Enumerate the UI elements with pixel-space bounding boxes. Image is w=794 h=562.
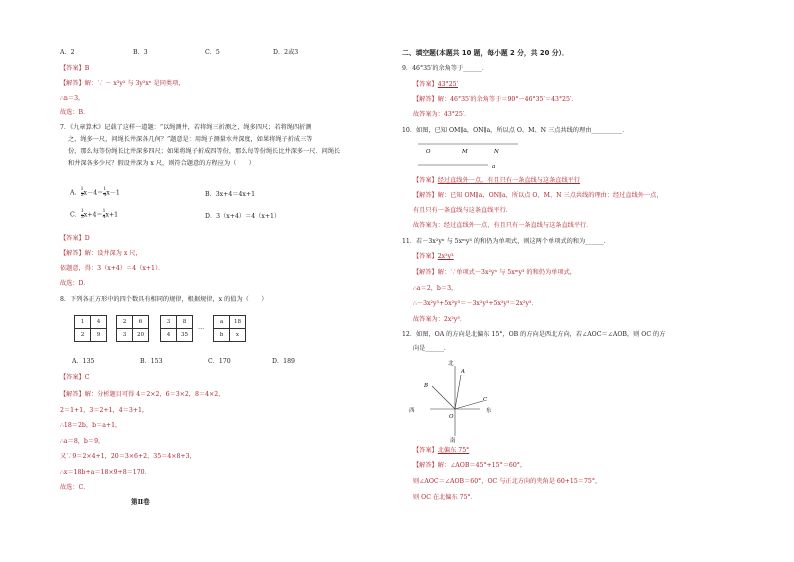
q8-answer: 【答案】C xyxy=(60,374,90,381)
option-label: C． xyxy=(70,211,81,219)
q6-option-b: B．3 xyxy=(133,49,148,56)
q6-option-c: C．5 xyxy=(205,49,220,56)
q11-stem: 11．若－3x²yⁿ 与 5xᵐy³ 的和仍为单项式，则这两个单项式的和为______． xyxy=(402,238,610,245)
grid-cell: 18 xyxy=(230,316,246,329)
q7-answer: 【答案】D xyxy=(60,235,90,242)
q9-answer: 【答案】43°25′ xyxy=(413,81,458,88)
q12-stem-2: 向是______． xyxy=(413,345,451,352)
label-west: 西 xyxy=(409,408,415,414)
grid-cell: a xyxy=(214,316,230,329)
q8-grid-2 xyxy=(116,315,149,342)
q10-analysis-1: 【解答】解：已知 OM∥a，ON∥a，所以点 O、M、N 三点共线的理由：经过直线外一点， xyxy=(413,192,663,199)
ray-oc xyxy=(455,401,483,409)
fraction: $\frac{1}{4}$ xyxy=(103,187,107,198)
analysis-line: ∴x＝18b+a＝18×9+8＝170． xyxy=(60,468,151,476)
q7-option-c: C． $\frac{1}{3}$ x+4＝ $\frac{1}{4}$ x+1 xyxy=(70,209,119,220)
analysis-line: 故选：C． xyxy=(60,484,90,491)
q11-line-3: ∴－3x²y³+5x²y³＝－3x²y³+5x²y³＝2x²y³． xyxy=(413,300,538,307)
q8-option-d: D．189 xyxy=(272,358,295,365)
q12-stem: 12．如图，OA 的方向是北偏东 15°，OB 的方向是西北方向，若∠AOC＝∠AOB，则 OC 的方 xyxy=(402,331,666,338)
grid-cell: 20 xyxy=(133,329,149,342)
q7-stem-line: 之，绳多一尺，问绳长井深各几何？”题意是：用绳子测量水井深度，如果将绳子折成三等 xyxy=(68,136,313,143)
q6-option-d: D．2或3 xyxy=(273,49,299,56)
q10-figure xyxy=(418,141,518,171)
grid-cell: 8 xyxy=(177,316,193,329)
q6-choose: 故选：B． xyxy=(60,109,90,116)
q9-result: 故答案为：43°25′． xyxy=(413,111,471,118)
q8-analysis xyxy=(60,387,390,496)
q6-option-a: A．2 xyxy=(60,49,75,56)
grid-cell: x xyxy=(230,329,246,342)
q8-ellipsis: … xyxy=(198,324,205,331)
analysis-line: ∴a＝8，b＝9， xyxy=(60,437,105,445)
grid-cell: 2 xyxy=(117,316,133,329)
q7-analysis: 【解答】解：设井深为 x 尺， xyxy=(60,250,142,257)
section-title: 二、填空题(本题共 10 题，每小题 2 分，共 20 分）． xyxy=(402,49,569,57)
fraction: $\frac{1}{4}$ xyxy=(102,209,106,220)
q10-stem: 10．如图，已知 OM∥a，ON∥a，所以点 O、M、N 三点共线的理由__________． xyxy=(402,127,629,134)
grid-cell: 35 xyxy=(177,329,193,342)
grid-cell: 3 xyxy=(117,329,133,342)
q12-line-2: 则∠AOC＝∠AOB＝60°，OC 与正北方向的夹角是 60+15＝75°， xyxy=(413,478,602,485)
ray-oa xyxy=(455,375,461,409)
grid-cell: 2 xyxy=(75,329,91,342)
grid-cell: b xyxy=(214,329,230,342)
label-b: B xyxy=(424,383,429,389)
q7-option-b: B．3x+4＝4x+1 xyxy=(205,191,256,198)
q11-result: 故答案为：2x²y³． xyxy=(413,316,467,323)
q8-option-a: A．135 xyxy=(72,358,95,365)
q10-result: 故答案为：经过直线外一点，有且只有一条直线与这条直线平行． xyxy=(413,222,593,229)
q6-answer: 【答案】B xyxy=(60,65,90,72)
q7-option-a: A． $\frac{1}{3}$ x－4＝ $\frac{1}{4}$ x－1 xyxy=(70,187,120,198)
q12-answer: 【答案】北偏东 75° xyxy=(413,447,470,454)
q7-choose: 故选：D． xyxy=(60,280,90,287)
grid-cell: 3 xyxy=(161,316,177,329)
label-east: 东 xyxy=(486,408,492,414)
q10-analysis-2: 有且只有一条直线与这条直线平行． xyxy=(413,207,512,214)
fraction: $\frac{1}{3}$ xyxy=(80,209,84,220)
q12-compass-figure xyxy=(406,358,496,444)
q8-grid-3 xyxy=(160,315,193,342)
analysis-line: ∴18＝2b，b＝a+1， xyxy=(60,422,122,429)
q7-stem-line: 和井深各多少尺？假设井深为 x 尺，则符合题意的方程应为（ ） xyxy=(68,160,255,167)
q9-analysis: 【解答】解：46°35′的余角等于＝90°－46°35′＝43°25′． xyxy=(413,96,578,103)
q7-stem-line: 份，那么每等份绳长比井深多四尺；如果将绳子折成四等份，那么每等份绳长比井深多一尺．问绳长 xyxy=(68,148,341,155)
analysis-line: 又∵9＝2×4+1，20＝3×6+2，35＝4×8+3， xyxy=(60,453,196,460)
grid-cell: 4 xyxy=(161,329,177,342)
label-n: N xyxy=(494,149,499,155)
fraction: $\frac{1}{3}$ xyxy=(80,187,84,198)
q12-line-3: 则 OC 在北偏东 75°． xyxy=(413,494,477,501)
label-o: O xyxy=(449,414,454,420)
q8-option-b: B．153 xyxy=(140,358,163,365)
q8-option-c: C．170 xyxy=(208,358,231,365)
grid-cell: 1 xyxy=(75,316,91,329)
grid-cell: 4 xyxy=(91,316,107,329)
label-a: a xyxy=(492,164,496,170)
q6-analysis: 【解答】解：∵ － x³y² 与 3y²xⁿ 是同类项， xyxy=(60,80,185,87)
q10-answer: 【答案】经过直线外一点，有且只有一条直线与这条直线平行 xyxy=(413,177,581,184)
label-c: C xyxy=(483,397,488,403)
analysis-line: 【解答】解：分析题目可得 4＝2×2，6＝3×2，8＝4×2， xyxy=(60,391,225,398)
q8-stem: 8．下列各正方形中的四个数具有相同的规律，根据规律，x 的值为（ ） xyxy=(60,296,268,303)
q12-analysis: 【解答】解：∠AOB＝45°+15°＝60°， xyxy=(413,462,527,469)
grid-cell: 9 xyxy=(91,329,107,342)
q8-grid-1 xyxy=(74,315,107,342)
q6-therefore: ∴n＝3， xyxy=(60,95,85,102)
q7-option-d: D．3（x+4）＝4（x+1） xyxy=(205,213,281,220)
analysis-line: 2＝1+1，3＝2+1，4＝3+1， xyxy=(60,406,149,414)
q11-analysis: 【解答】解：∵单项式－3x²yⁿ 与 5xᵐy³ 的和仍为单项式， xyxy=(413,269,576,276)
grid-cell: 6 xyxy=(133,316,149,329)
part-two-heading: 第Ⅱ卷 xyxy=(131,498,150,506)
label-south: 南 xyxy=(450,438,456,444)
label-north: 北 xyxy=(448,361,454,367)
q7-stem xyxy=(60,122,390,170)
label-o: O xyxy=(426,149,431,155)
q11-line-2: ∴a＝2，b＝3， xyxy=(413,285,458,292)
label-m: M xyxy=(462,149,468,155)
q9-stem: 9．46°35′的余角等于______． xyxy=(402,65,489,72)
label-a: A xyxy=(461,369,465,375)
ray-ob xyxy=(432,386,455,409)
option-label: A． xyxy=(70,189,81,197)
q7-stem-line: 7．《九章算术》记载了这样一道题：“以绳测井，若将绳三折测之，绳多四尺；若将绳四折测 xyxy=(60,124,312,131)
q8-grid-4 xyxy=(213,315,246,342)
q7-equation: 依题意，得：3（x+4）＝4（x+1）． xyxy=(60,265,165,272)
q11-answer: 【答案】2x²y³ xyxy=(413,253,454,260)
